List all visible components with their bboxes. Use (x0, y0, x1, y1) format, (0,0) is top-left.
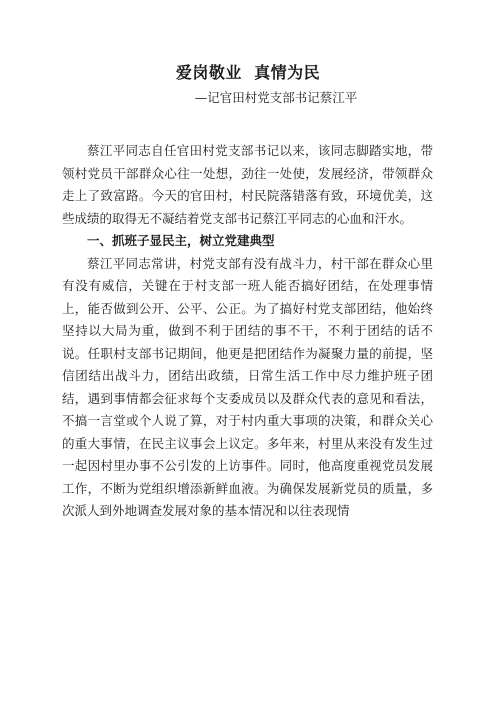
document-body (62, 140, 433, 523)
section-heading: 一、抓班子显民主，树立党建典型 (87, 233, 275, 248)
intro-paragraph: 蔡江平同志自任官田村党支部书记以来，该同志脚踏实地，带领村党员干部群众心往一处想，劲往一处使，发展经济，带领群众走上了致富路。今天的官田村，村民院落错落有致，环境优美，这些成绩的取得无不凝结着党支部书记蔡江平同志的心血和汗水。 (62, 143, 433, 226)
document-subtitle: —记官田村党支部书记蔡江平 (194, 90, 358, 105)
document-title: 爱岗敬业 真情为民 (175, 63, 321, 82)
section-paragraph: 蔡江平同志常讲，村党支部有没有战斗力，村干部在群众心里有没有威信，关键在于村支部一班人能否搞好团结，在处理事情上，能否做到公开、公平、公正。为了搞好村党支部团结，他始终坚持以大局为重，做到不利于团结的事不干，不利于团结的话不说。任职村支部书记期间，他更是把团结作为凝聚力量的前提，坚信团结出战斗力，团结出政绩，日常生活工作中尽力维护班子团结，遇到事情都会征求每个支委成员以及群众代表的意见和看法，不搞一言堂或个人说了算，对于村内重大事项的决策，和群众关心的重大事情，在民主议事会上议定。多年来，村里从来没有发生过一起因村里办事不公引发的上访事件。同时，他高度重视党员发展工作，不断为党组织增添新鲜血液。为确保发展新党员的质量，多次派人到外地调查发展对象的基本情况和以往表现情 (62, 255, 433, 518)
